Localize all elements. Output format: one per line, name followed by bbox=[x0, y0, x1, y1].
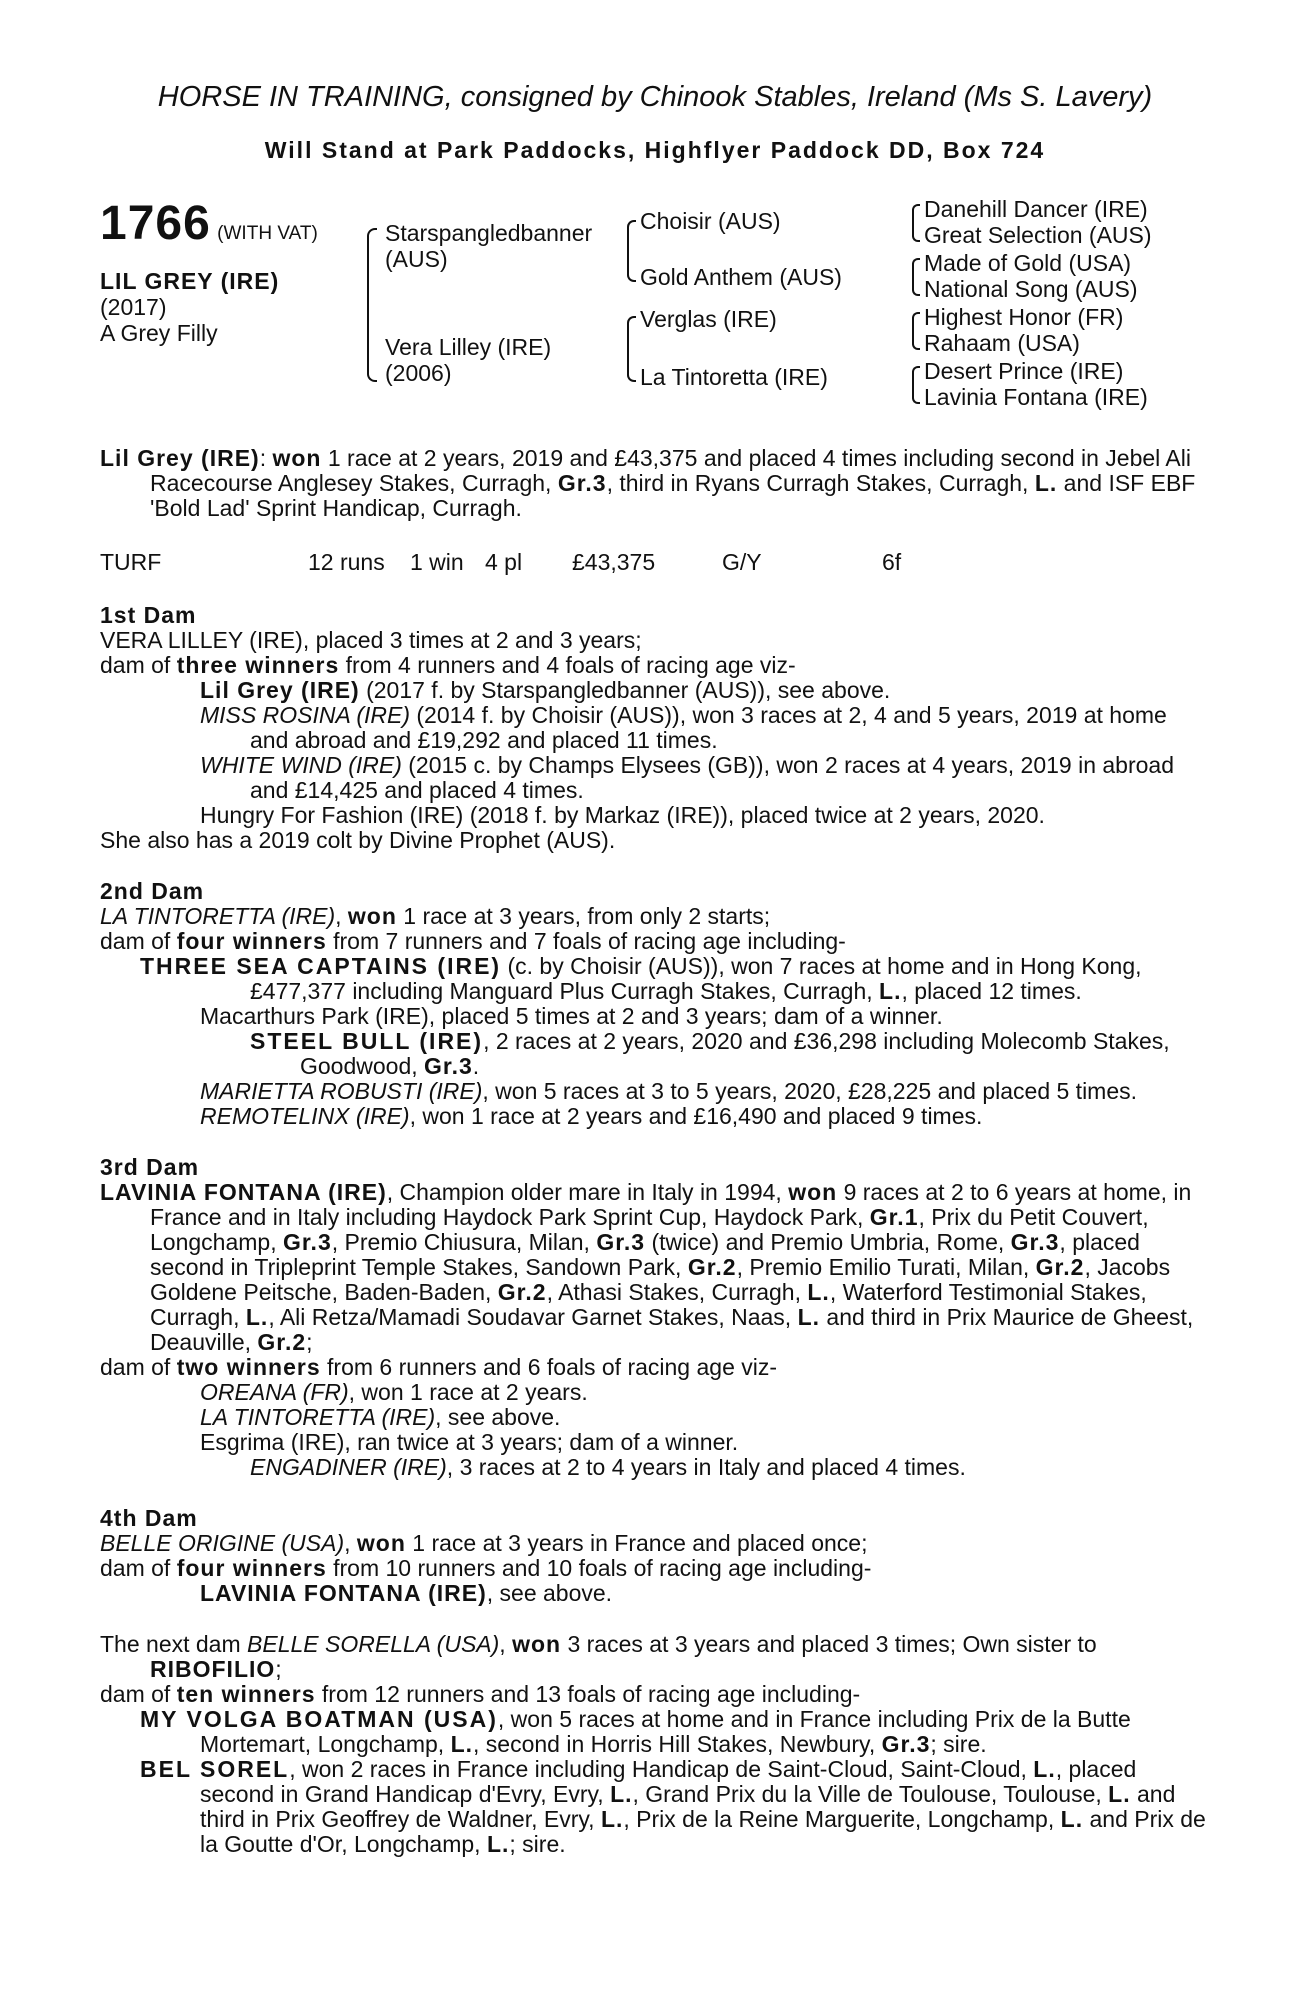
dam-of-rest: from 6 runners and 6 foals of racing age viz- bbox=[320, 1353, 778, 1380]
progeny-text: (2015 c. by Champs Elysees (GB)), won 2 races at 4 years, 2019 in abroad and £14,425 and placed 4 times. bbox=[250, 751, 1175, 803]
progeny-name: MARIETTA ROBUSTI (IRE) bbox=[200, 1077, 483, 1104]
progeny-entry: Hungry For Fashion (IRE) (2018 f. by Markaz (IRE)), placed twice at 2 years, 2020. bbox=[200, 801, 1045, 828]
dam-year: (2006) bbox=[385, 359, 452, 386]
first-dam-note: She also has a 2019 colt by Divine Prophet (AUS). bbox=[100, 826, 616, 853]
summary-won: won bbox=[272, 444, 322, 471]
stand-location: Will Stand at Park Paddocks, Highflyer Paddock DD, Box 724 bbox=[264, 136, 1046, 163]
grade-mark: Gr.1 bbox=[869, 1203, 919, 1230]
summary-text-1: 1 race at 2 years, 2019 and £43,375 and placed 4 times including second in Jebel Ali Racecourse Anglesey Stakes, Curragh, bbox=[150, 444, 1191, 496]
dam-dam-dam: Lavinia Fontana (IRE) bbox=[924, 383, 1148, 410]
record-wins: 1 win bbox=[410, 548, 464, 575]
grade-mark: Gr.3 bbox=[596, 1228, 646, 1255]
grandprogeny-entry bbox=[100, 1455, 1210, 1480]
dam-text: ; bbox=[275, 1655, 282, 1682]
progeny-text-end: , placed 12 times. bbox=[901, 977, 1082, 1004]
progeny-entry bbox=[100, 1104, 1210, 1129]
grade-mark: Gr.2 bbox=[687, 1253, 737, 1280]
listed-mark: L. bbox=[1060, 1805, 1084, 1832]
third-dam-produce bbox=[100, 1355, 1210, 1380]
progeny-text-end: . bbox=[472, 1052, 480, 1079]
listed-mark: L. bbox=[807, 1278, 830, 1305]
progeny-text: ; sire. bbox=[930, 1730, 987, 1757]
progeny-name: LAVINIA FONTANA (IRE) bbox=[200, 1579, 487, 1606]
progeny-name: LA TINTORETTA (IRE) bbox=[200, 1403, 436, 1430]
dam-text: , Premio Emilio Turati, Milan, bbox=[736, 1253, 1036, 1280]
listed-mark: L. bbox=[600, 1805, 624, 1832]
next-dam-line bbox=[100, 1632, 1210, 1682]
summary-colon: : bbox=[259, 444, 267, 471]
dam-text: , Jacobs Goldene Peitsche, Baden-Baden, bbox=[150, 1253, 1171, 1305]
dam-text: 9 races at 2 to 6 years at home, in France and in Italy including Haydock Park Sprint Cup, Haydock Park, bbox=[150, 1178, 1192, 1230]
winners-count: four winners bbox=[176, 1554, 327, 1581]
first-dam-produce bbox=[100, 653, 1210, 678]
sire-origin: (AUS) bbox=[385, 245, 448, 272]
sire-parents-bracket bbox=[627, 220, 636, 282]
fourth-dam-produce bbox=[100, 1556, 1210, 1581]
progeny-entry: Esgrima (IRE), ran twice at 3 years; dam of a winner. bbox=[200, 1428, 739, 1455]
progeny-text: , won 5 races at home and in France including Prix de la Butte Mortemart, Longchamp, bbox=[200, 1705, 1131, 1757]
won-word: won bbox=[788, 1178, 838, 1205]
sire-sire: Choisir (AUS) bbox=[640, 207, 781, 234]
catalogue-page bbox=[100, 80, 1210, 1857]
dam-text: 1 race at 3 years, from only 2 starts; bbox=[396, 902, 771, 929]
winners-count: four winners bbox=[176, 927, 327, 954]
sire-dam-dam: National Song (AUS) bbox=[924, 275, 1138, 302]
listed-mark: L. bbox=[879, 977, 902, 1004]
summary-listed: L. bbox=[1034, 469, 1058, 496]
fourth-dam-line bbox=[100, 1531, 1210, 1556]
dam-name: LA TINTORETTA (IRE) bbox=[100, 902, 336, 929]
dam-of-label: dam of bbox=[100, 1353, 177, 1380]
sister-name: RIBOFILIO bbox=[150, 1655, 276, 1682]
listed-mark: L. bbox=[610, 1780, 633, 1807]
progeny-entry bbox=[100, 753, 1210, 803]
won-word: won bbox=[512, 1630, 562, 1657]
record-placed: 4 pl bbox=[485, 548, 523, 575]
listed-mark: L. bbox=[1108, 1780, 1131, 1807]
progeny-name: BEL SOREL bbox=[140, 1755, 290, 1782]
dam-text: and third in Prix Maurice de Gheest, Deauville, bbox=[150, 1303, 1194, 1355]
dam-name: BELLE ORIGINE (USA) bbox=[100, 1529, 345, 1556]
progeny-name: OREANA (FR) bbox=[200, 1378, 349, 1405]
listed-mark: L. bbox=[797, 1303, 821, 1330]
dam-sire: Verglas (IRE) bbox=[640, 305, 777, 332]
progeny-text: , won 2 races in France including Handicap de Saint-Cloud, Saint-Cloud, bbox=[289, 1755, 1034, 1782]
progeny-text: (2017 f. by Starspangledbanner (AUS)), see above. bbox=[359, 676, 891, 703]
progeny-entry bbox=[100, 1079, 1210, 1104]
dam-text: The next dam bbox=[100, 1630, 248, 1657]
progeny-text: , see above. bbox=[486, 1579, 613, 1606]
grade-mark: Gr.3 bbox=[1010, 1228, 1060, 1255]
progeny-text: , Grand Prix du la Ville de Toulouse, Toulouse, bbox=[632, 1780, 1109, 1807]
horse-name: LIL GREY (IRE) bbox=[100, 267, 280, 294]
dam-of-label: dam of bbox=[100, 927, 177, 954]
dd-bracket bbox=[912, 366, 920, 404]
dam-of-label: dam of bbox=[100, 1554, 177, 1581]
record-runs: 12 runs bbox=[308, 548, 385, 575]
progeny-text: (c. by Choisir (AUS)), won 7 races at home and in Hong Kong, £477,377 including Manguard Plus Curragh Stakes, Curragh, bbox=[250, 952, 1142, 1004]
sire-name: Starspangledbanner bbox=[385, 219, 593, 246]
first-dam-heading: 1st Dam bbox=[100, 601, 197, 628]
dam-of-rest: from 7 runners and 7 foals of racing age including- bbox=[326, 927, 846, 954]
dam-sire-sire: Highest Honor (FR) bbox=[924, 303, 1124, 330]
listed-mark: L. bbox=[450, 1730, 474, 1757]
progeny-name: REMOTELINX (IRE) bbox=[200, 1102, 410, 1129]
dam-dam: La Tintoretta (IRE) bbox=[640, 363, 828, 390]
dam-text: , Champion older mare in Italy in 1994, bbox=[386, 1178, 789, 1205]
progeny-text: , won 1 race at 2 years and £16,490 and placed 9 times. bbox=[409, 1102, 983, 1129]
lot-number: 1766 bbox=[100, 196, 211, 250]
dam-text: 1 race at 3 years in France and placed once; bbox=[405, 1529, 868, 1556]
ds-bracket bbox=[912, 312, 920, 350]
third-dam-heading: 3rd Dam bbox=[100, 1153, 200, 1180]
fourth-dam-heading: 4th Dam bbox=[100, 1504, 198, 1531]
winners-count: ten winners bbox=[176, 1680, 316, 1707]
listed-mark: L. bbox=[245, 1303, 269, 1330]
dam-of-label: dam of bbox=[100, 1680, 177, 1707]
record-surface: TURF bbox=[100, 548, 162, 575]
dam-text: , placed second in Tripleprint Temple Stakes, Sandown Park, bbox=[150, 1228, 1140, 1280]
winners-count: two winners bbox=[176, 1353, 321, 1380]
progeny-name: MISS ROSINA (IRE) bbox=[200, 701, 410, 728]
race-summary bbox=[100, 446, 1210, 521]
progeny-text: , placed second in Grand Handicap d'Evry, Evry, bbox=[200, 1755, 1137, 1807]
progeny-name: THREE SEA CAPTAINS (IRE) bbox=[140, 952, 502, 979]
dam-text: 3 races at 3 years and placed 3 times; Own sister to bbox=[561, 1630, 1097, 1657]
sire-dam-sire: Made of Gold (USA) bbox=[924, 249, 1132, 276]
dam-sire-dam: Rahaam (USA) bbox=[924, 329, 1080, 356]
horse-description: A Grey Filly bbox=[100, 319, 218, 346]
summary-text-2: , third in Ryans Curragh Stakes, Curragh, bbox=[606, 469, 1035, 496]
sire-sire-dam: Great Selection (AUS) bbox=[924, 221, 1152, 248]
second-dam-produce bbox=[100, 929, 1210, 954]
sep: , bbox=[499, 1630, 513, 1657]
listed-mark: L. bbox=[486, 1830, 510, 1857]
progeny-entry bbox=[100, 1581, 1210, 1606]
progeny-text: , 3 races at 2 to 4 years in Italy and placed 4 times. bbox=[446, 1453, 966, 1480]
progeny-entry bbox=[100, 1380, 1210, 1405]
summary-grade: Gr.3 bbox=[557, 469, 607, 496]
dam-of-rest: from 10 runners and 10 foals of racing age including- bbox=[326, 1554, 872, 1581]
progeny-text: , won 5 races at 3 to 5 years, 2020, £28,225 and placed 5 times. bbox=[482, 1077, 1138, 1104]
progeny-text: (2014 f. by Choisir (AUS)), won 3 races at 2, 4 and 5 years, 2019 at home and abroad and £19,292 and placed 11 times. bbox=[250, 701, 1167, 753]
dam-name: Vera Lilley (IRE) bbox=[385, 333, 552, 360]
dam-of-label: dam of bbox=[100, 651, 177, 678]
summary-text-3: and ISF EBF 'Bold Lad' Sprint Handicap, Curragh. bbox=[150, 469, 1196, 521]
lot-number-line bbox=[100, 196, 318, 253]
record-earnings: £43,375 bbox=[572, 548, 656, 575]
dam-name: BELLE SORELLA (USA) bbox=[247, 1630, 500, 1657]
first-dam-line: VERA LILLEY (IRE), placed 3 times at 2 and 3 years; bbox=[100, 626, 642, 653]
progeny-name: WHITE WIND (IRE) bbox=[200, 751, 402, 778]
racing-record bbox=[100, 549, 1210, 577]
next-dam-produce bbox=[100, 1682, 1210, 1707]
horse-year: (2017) bbox=[100, 293, 167, 320]
progeny-name: STEEL BULL (IRE) bbox=[250, 1027, 484, 1054]
dam-name: LAVINIA FONTANA (IRE) bbox=[100, 1178, 387, 1205]
page-title: HORSE IN TRAINING, consigned by Chinook Stables, Ireland (Ms S. Lavery) bbox=[157, 81, 1153, 113]
progeny-name: MY VOLGA BOATMAN (USA) bbox=[140, 1705, 498, 1732]
dam-text: , Prix du Petit Couvert, Longchamp, bbox=[150, 1203, 1149, 1255]
sep: , bbox=[335, 902, 348, 929]
progeny-entry bbox=[100, 1707, 1210, 1757]
winners-count: three winners bbox=[176, 651, 340, 678]
progeny-text: , second in Horris Hill Stakes, Newbury, bbox=[473, 1730, 882, 1757]
progeny-entry bbox=[100, 678, 1210, 703]
pedigree-table bbox=[100, 196, 1210, 418]
third-dam-line bbox=[100, 1180, 1210, 1355]
grandprogeny-entry bbox=[100, 1029, 1210, 1079]
grade-mark: Gr.2 bbox=[1035, 1253, 1085, 1280]
record-going: G/Y bbox=[722, 548, 762, 575]
progeny-text: and Prix de la Goutte d'Or, Longchamp, bbox=[200, 1805, 1206, 1857]
dam-text: , Waterford Testimonial Stakes, Curragh, bbox=[150, 1278, 1147, 1330]
grade-mark: Gr.3 bbox=[424, 1052, 473, 1079]
won-word: won bbox=[356, 1529, 406, 1556]
second-dam-heading: 2nd Dam bbox=[100, 877, 205, 904]
grade-mark: Gr.2 bbox=[497, 1278, 547, 1305]
progeny-text: ; sire. bbox=[509, 1830, 566, 1857]
summary-horse-name: Lil Grey (IRE) bbox=[100, 444, 260, 471]
progeny-text: and third in Prix Geoffrey de Waldner, Evry, bbox=[200, 1780, 1176, 1832]
dam-of-rest: from 4 runners and 4 foals of racing age viz- bbox=[339, 651, 796, 678]
dam-text: , Ali Retza/Mamadi Soudavar Garnet Stakes, Naas, bbox=[268, 1303, 798, 1330]
sd-bracket bbox=[912, 258, 920, 296]
progeny-text: , won 1 race at 2 years. bbox=[348, 1378, 588, 1405]
second-dam-line bbox=[100, 904, 1210, 929]
grade-mark: Gr.3 bbox=[881, 1730, 931, 1757]
grade-mark: Gr.2 bbox=[257, 1328, 307, 1355]
progeny-entry bbox=[100, 703, 1210, 753]
progeny-entry bbox=[100, 1405, 1210, 1430]
sire-dam-bracket bbox=[367, 228, 377, 382]
won-word: won bbox=[347, 902, 397, 929]
progeny-entry: Macarthurs Park (IRE), placed 5 times at 2 and 3 years; dam of a winner. bbox=[200, 1002, 943, 1029]
dam-text: ; bbox=[306, 1328, 313, 1355]
progeny-text: , Prix de la Reine Marguerite, Longchamp, bbox=[623, 1805, 1061, 1832]
progeny-name: Lil Grey (IRE) bbox=[200, 676, 360, 703]
progeny-name: ENGADINER (IRE) bbox=[250, 1453, 447, 1480]
grade-mark: Gr.3 bbox=[282, 1228, 332, 1255]
dam-text: , Premio Chiusura, Milan, bbox=[331, 1228, 597, 1255]
dam-of-rest: from 12 runners and 13 foals of racing age including- bbox=[315, 1680, 861, 1707]
progeny-text: , see above. bbox=[435, 1403, 561, 1430]
dam-dam-sire: Desert Prince (IRE) bbox=[924, 357, 1124, 384]
sire-dam: Gold Anthem (AUS) bbox=[640, 263, 842, 290]
dam-text: , Athasi Stakes, Curragh, bbox=[546, 1278, 808, 1305]
listed-mark: L. bbox=[1033, 1755, 1056, 1782]
sire-sire-sire: Danehill Dancer (IRE) bbox=[924, 195, 1148, 222]
record-distance: 6f bbox=[882, 548, 902, 575]
ss-bracket bbox=[912, 204, 920, 242]
vat-note: (WITH VAT) bbox=[217, 222, 318, 244]
progeny-entry bbox=[100, 954, 1210, 1004]
dam-parents-bracket bbox=[627, 316, 636, 382]
progeny-entry bbox=[100, 1757, 1210, 1857]
sep: , bbox=[344, 1529, 357, 1556]
progeny-text: , 2 races at 2 years, 2020 and £36,298 including Molecomb Stakes, Goodwood, bbox=[300, 1027, 1170, 1079]
dam-text: (twice) and Premio Umbria, Rome, bbox=[645, 1228, 1011, 1255]
